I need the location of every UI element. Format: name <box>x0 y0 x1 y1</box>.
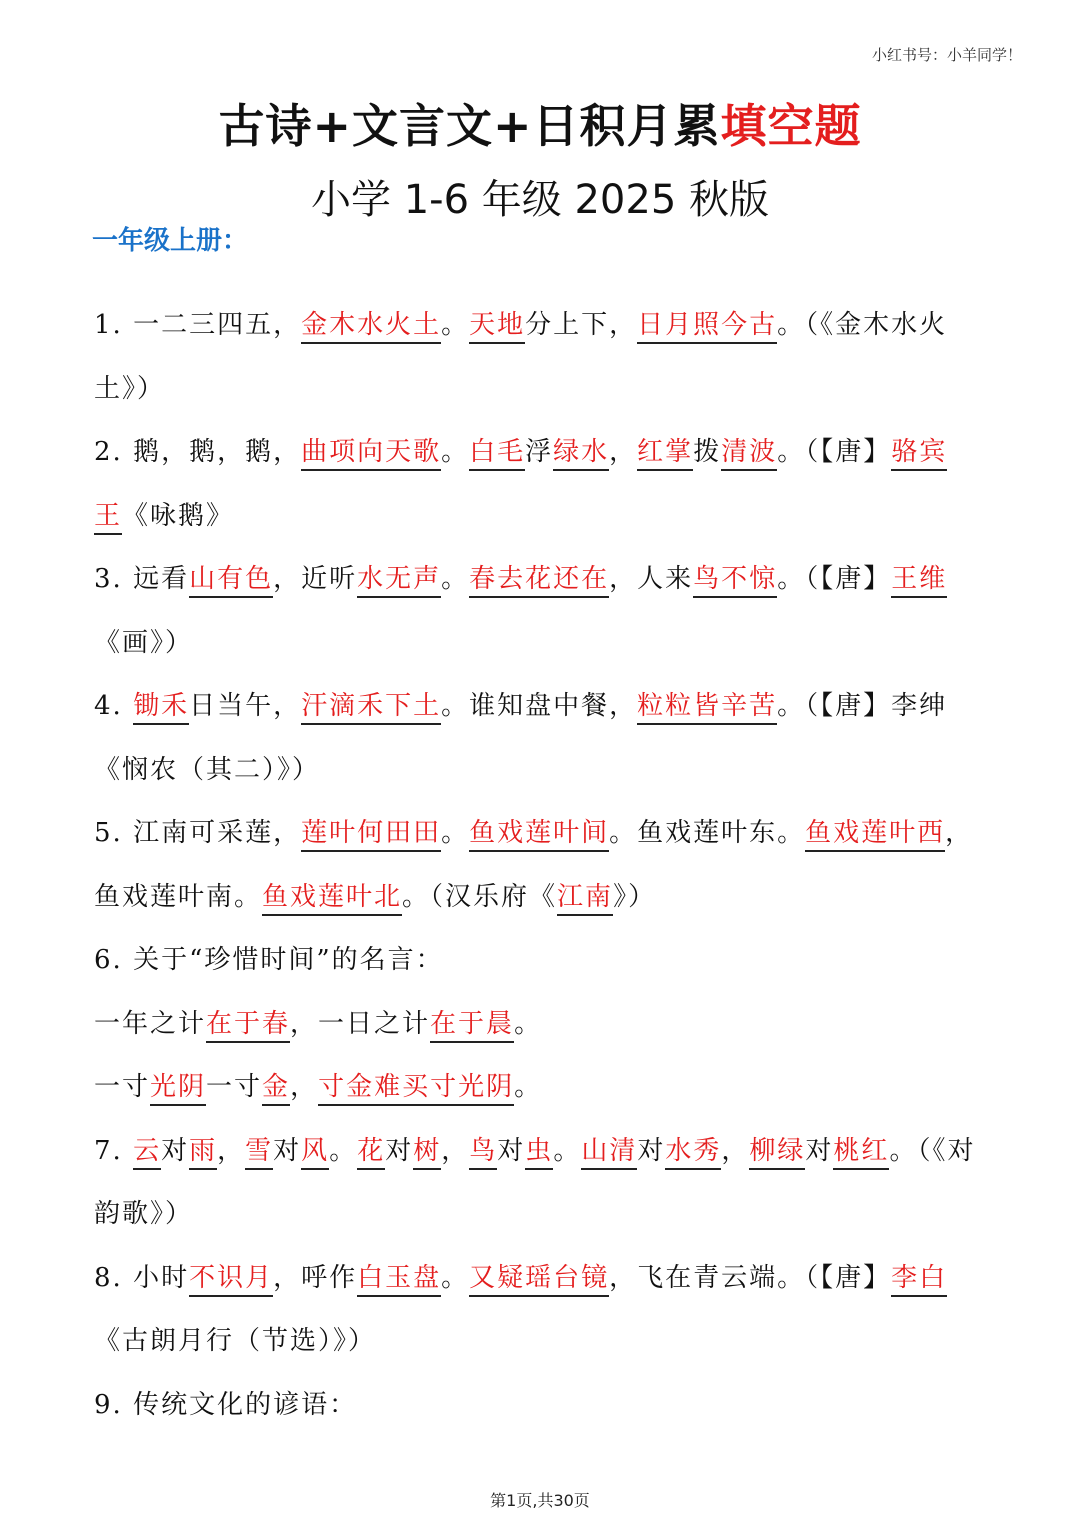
question-text: 2. 鹅，鹅，鹅， <box>94 437 302 467</box>
answer-blank: 王 <box>94 501 122 535</box>
question-text: 4. <box>94 691 134 721</box>
answer-blank: 骆宾 <box>891 437 947 471</box>
text-line <box>94 1056 990 1120</box>
answer-blank: 江南 <box>557 882 613 916</box>
answer-blank: 鱼戏莲叶间 <box>469 818 609 852</box>
answer-blank: 在于春 <box>206 1009 290 1043</box>
answer-blank: 红掌 <box>637 437 693 471</box>
question-text: 。谁知盘中餐， <box>441 691 638 721</box>
question-text: 。（【唐】李绅 <box>777 691 948 721</box>
question-text: 浮 <box>525 437 554 467</box>
answer-blank: 不识月 <box>189 1263 273 1297</box>
answer-blank: 花 <box>357 1136 385 1170</box>
question-text: 。（汉乐府《 <box>402 881 558 912</box>
page-subtitle: 小学 1-6 年级 2025 秋版 <box>311 177 769 223</box>
question-text: ， <box>945 818 974 848</box>
answer-blank: 雪 <box>245 1136 273 1170</box>
text-line <box>94 612 990 676</box>
text-line <box>94 358 990 422</box>
text-line <box>94 1374 990 1438</box>
answer-blank: 鱼戏莲叶北 <box>262 882 402 916</box>
question-text: 8. 小时 <box>94 1262 190 1293</box>
answer-blank: 日月照今古 <box>637 310 777 344</box>
question-text: 对 <box>385 1135 414 1166</box>
answer-blank: 鱼戏莲叶西 <box>805 818 945 852</box>
answer-blank: 王维 <box>891 564 947 598</box>
question-text: 。 <box>441 1262 470 1293</box>
question-text: 对 <box>161 1135 190 1166</box>
answer-blank: 虫 <box>525 1136 553 1170</box>
page-title <box>0 90 1080 156</box>
question-text: 5. 江南可采莲， <box>94 818 302 848</box>
question-text: 。（【唐】 <box>777 437 892 467</box>
answer-blank: 桃红 <box>833 1136 889 1170</box>
answer-blank: 清波 <box>721 437 777 471</box>
answer-blank: 鸟不惊 <box>693 564 777 598</box>
question-text: 。（《金木水火 <box>777 310 948 340</box>
question-text: 对 <box>273 1135 302 1166</box>
question-text: 《画》） <box>94 627 194 658</box>
answer-blank: 李白 <box>891 1263 947 1297</box>
question-text: 对 <box>637 1135 666 1166</box>
text-line <box>94 1247 990 1311</box>
text-line <box>94 866 990 930</box>
answer-blank: 绿水 <box>553 437 609 471</box>
question-text: ，呼作 <box>273 1262 358 1293</box>
question-text: 日当午， <box>189 691 302 721</box>
question-text: 》） <box>613 881 657 912</box>
page-number: 第1页,共30页 <box>490 1491 590 1510</box>
question-text: ， <box>441 1135 470 1166</box>
question-text: 。 <box>441 564 470 594</box>
question-text: 。 <box>514 1008 543 1039</box>
question-text: ，近听 <box>273 564 358 594</box>
answer-blank: 鸟 <box>469 1136 497 1170</box>
text-line <box>94 294 990 358</box>
answer-blank: 又疑瑶台镜 <box>469 1263 609 1297</box>
text-line <box>94 1183 990 1247</box>
question-text: 9. 传统文化的谚语： <box>94 1389 358 1420</box>
question-text: ， <box>217 1135 246 1166</box>
answer-blank: 天地 <box>469 310 525 344</box>
question-text: ，飞在青云端。（【唐】 <box>609 1262 892 1293</box>
question-text: 对 <box>497 1135 526 1166</box>
answer-blank: 山清 <box>581 1136 637 1170</box>
question-text: 对 <box>805 1135 834 1166</box>
answer-blank: 曲项向天歌 <box>301 437 441 471</box>
question-text: 。（【唐】 <box>777 564 892 594</box>
question-text: 一年之计 <box>94 1008 207 1039</box>
question-text: 3. 远看 <box>94 564 190 594</box>
answer-blank: 白玉盘 <box>357 1263 441 1297</box>
question-text: 《悯农（其二）》） <box>94 754 321 785</box>
question-text: 《古朗月行（节选）》） <box>94 1326 377 1356</box>
question-text: ，一日之计 <box>290 1008 431 1039</box>
question-text: ， <box>290 1072 319 1102</box>
answer-blank: 金 <box>262 1072 290 1106</box>
answer-blank: 春去花还在 <box>469 564 609 598</box>
question-text: 拨 <box>693 437 722 467</box>
question-text: 1. 一二三四五， <box>94 310 302 340</box>
question-text: 6. 关于“珍惜时间”的名言： <box>94 945 444 975</box>
answer-blank: 寸金难买寸光阴 <box>318 1072 514 1106</box>
answer-blank: 雨 <box>189 1136 217 1170</box>
answer-blank: 莲叶何田田 <box>301 818 441 852</box>
question-text: 一寸 <box>206 1072 263 1102</box>
text-line <box>94 421 990 485</box>
question-text: 土》） <box>94 373 166 404</box>
text-line <box>94 929 990 993</box>
text-line <box>94 548 990 612</box>
question-text: 分上下， <box>525 310 638 340</box>
question-text: ， <box>721 1135 750 1166</box>
text-line <box>94 1310 990 1374</box>
question-text: ， <box>609 437 638 467</box>
question-text: 。 <box>441 310 470 340</box>
answer-blank: 金木水火土 <box>301 310 441 344</box>
section-heading: 一年级上册： <box>92 226 249 256</box>
question-text: 。 <box>514 1072 543 1102</box>
title-main: 古诗+文言文+日积月累 <box>218 99 721 153</box>
question-text: 鱼戏莲叶南。 <box>94 881 263 912</box>
question-text: 《咏鹅》 <box>122 500 235 531</box>
text-line <box>94 675 990 739</box>
title-highlight: 填空题 <box>720 99 862 153</box>
question-text: 7. <box>94 1135 134 1166</box>
question-text: 。鱼戏莲叶东。 <box>609 818 806 848</box>
text-line <box>94 802 990 866</box>
question-text: 。 <box>441 818 470 848</box>
text-line <box>94 739 990 803</box>
answer-blank: 树 <box>413 1136 441 1170</box>
question-text: 。 <box>553 1135 582 1166</box>
answer-blank: 水无声 <box>357 564 441 598</box>
question-text: 。 <box>329 1135 358 1166</box>
answer-blank: 锄禾 <box>133 691 189 725</box>
answer-blank: 山有色 <box>189 564 273 598</box>
question-text: ，人来 <box>609 564 694 594</box>
question-text: 一寸 <box>94 1072 151 1102</box>
text-line <box>94 993 990 1057</box>
exercise-content <box>94 294 990 1437</box>
answer-blank: 白毛 <box>469 437 525 471</box>
answer-blank: 粒粒皆辛苦 <box>637 691 777 725</box>
answer-blank: 在于晨 <box>430 1009 514 1043</box>
text-line <box>94 1120 990 1184</box>
answer-blank: 柳绿 <box>749 1136 805 1170</box>
answer-blank: 光阴 <box>150 1072 206 1106</box>
answer-blank: 云 <box>133 1136 161 1170</box>
question-text: 。（《对 <box>889 1135 976 1166</box>
answer-blank: 水秀 <box>665 1136 721 1170</box>
question-text: 。 <box>441 437 470 467</box>
answer-blank: 汗滴禾下土 <box>301 691 441 725</box>
text-line <box>94 485 990 549</box>
answer-blank: 风 <box>301 1136 329 1170</box>
account-note: 小红书号：小羊同学！ <box>871 46 1022 64</box>
question-text: 韵歌》） <box>94 1199 194 1229</box>
